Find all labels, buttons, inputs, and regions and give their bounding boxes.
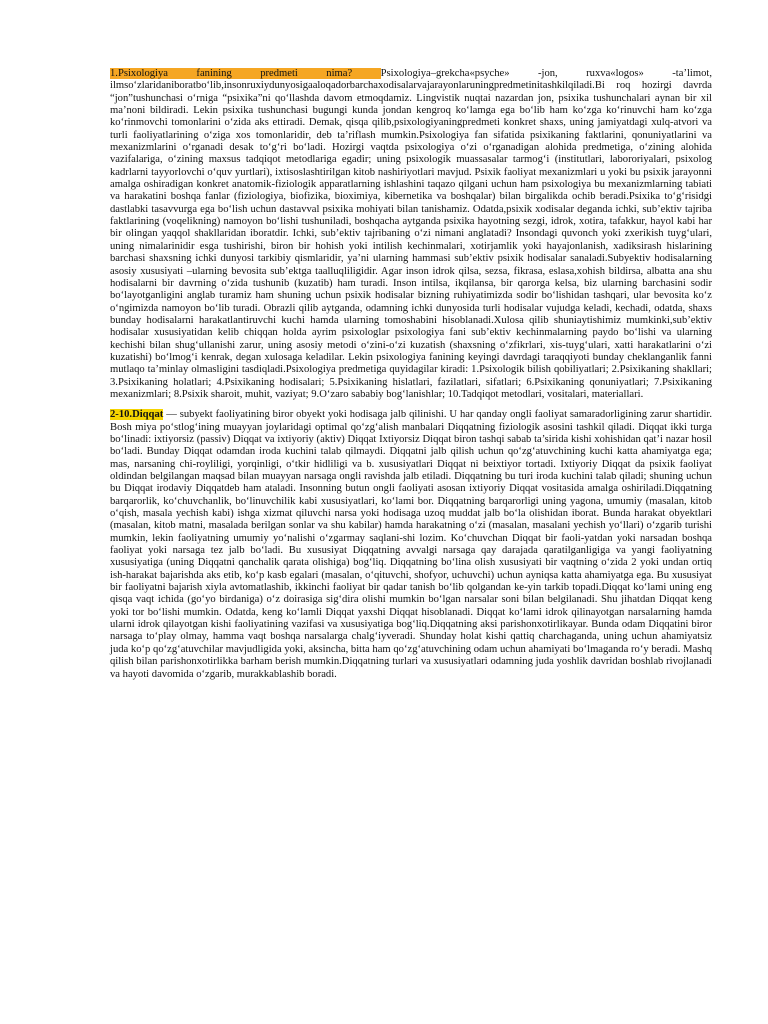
section-diqqat	[110, 409, 712, 681]
section-heading-diqqat: 2-10.Diqqat	[110, 409, 164, 421]
section-body-psixologiya: Psixologiya–grekcha«psyche» -jon, ruxva«logos» -ta’limot, ilmso‘zlaridaniboratbo‘lib,insonruxiydunyosigaaloqadorbarchaxodisalarvajarayonlaruningpredmetinitashkilqiladi.Bi roq hozirgi davrda “jon”tushunchasi o‘rniga “psixika”ni qo‘llashda davom etmoqdamiz. Lingvistik nuqtai nazardan jon, psixika tushunchalari aynan bir xil ma’noni bildiradi. Lekin psixika tushunchasi bugungi kunda jondan kengroq ko‘lamga ega bo‘lib ham ko‘zga ko‘rinuvchi ham ko‘zga ko‘rinmovchi tomonlarini o‘zida aks ettiradi. Demak, qisqa qilib,psixologiyaningpredmeti konkret shaxs, uning jamiyatdagi xulq-atvori va turli faoliyatlarining o‘ziga xos tomonlaridir, deb ta’riflash mumkin.Psixologiya fan sifatida psixikaning faktlarini, qonuniyatlarini va mexanizmlarini o‘rganadi desak to‘g‘ri bo‘ladi. Hozirgi vaqtda psixologiya o‘zi o‘rganadigan alohida predmetiga, o‘zining alohida vazifalariga, o‘zining maxsus tadqiqot metodlariga egadir; uning psixologik muassasalar tarmog‘i (institutlari, labororiyalari, psixolog kadrlarni tayyorlovchi o‘quv yurtlari), ixtisoslashtirilgan kitob nashiriyotlari mavjud. Psixik faoliyat mexanizmlari u yoki bu psixik jarayonni amalga oshiradigan konkret anatomik-fiziologik apparatlarning ishlashini taqazo qilgani uchun ham psixologiya bu mexanizmlarning tabiati va harakatini boshqa fanlar (fiziologiya, biofizika, bioximiya, kibernetika va boshqalar) bilan birgalikda ochib beradi.Psixika to‘g‘risidgi dastlabki tasavvurga ega bo‘lish uchun dastavval psixika mohiyati bilan tanishamiz. Odatda,psixik xodisalar deganda ichki, sub’ektiv tajriba faktlarining (voqelikning) namoyon bo‘lishi tushuniladi, boshqacha aytganda psixika hayotning sezgi, idrok, xotira, tafakkur, hayol kabi har bir olingan yaqqol shakllaridan iboratdir. Ichki, sub’ektiv tajribaning o‘zi nimani anglatadi? Insondagi quvonch yoki zxerikish tuyg‘ulari, uning nimalarinidir esga tushirishi, biron bir hohish yoki intilish kechinmalari, xotirjamlik yoki hayajonlanish, xadiksirash hislarining barchasi shaxsning ichki dunyosi tarkibiy qismlaridir, ya’ni ularning hammasi sub’ektiv psixik hodisalar sanaladi.Subyektiv hodisalarning asosiy xususiyati –ularning bevosita sub’ektga taalluqliligidir. Agar inson idrok qilsa, sezsa, fikrasa, eslasa,xohish bildirsa, albatta ana shu hodisalarni bir davrning o‘zida tushunib (kuzatib) ham turadi. Inson intilsa, ikqilansa, bir qarorga kelsa, biz ularning barchasini sodir bo‘layotganligini anglab turamiz ham shuning uchun psixik hodisalar bizning ruhiyatimizda sodir bo‘lishidan tashqari, ular bevosita ko‘z o‘ngimizda namoyon bo‘lib turadi. Obrazli qilib aytganda, odamning ichki dunyosida turli hodisalar vujudga keladi, kechadi, odatda, shaxs bunday hodisalarni harakatlantiruvchi kuchi hamda ularning tomoshabini hisoblanadi.Xulosa qilib shuniaytishimiz mumkinki,sub’ektiv hodisalar xususiyatidan kelib chiqqan holda ayrim psixologlar psixologiya fani sub’ektiv kechinmalarning paydo bo‘lishi va ularning kechishi bilan shug‘ullanishi zarur, uning asosiy metodi o‘zini-o‘zi kuzatish (shaxsning o‘zfikrlari, xis-tuyg‘ulari, xatti harakatlarini o‘zi kuzatishi) bo‘lmog‘i kenrak, degan xulosaga keladilar. Lekin psixologiya fanining keyingi davrdagi taraqqiyoti bunday cheklanganlik fanni mutlaqo ta’minlay olmasligini tasdiqladi.Psixologiya predmetiga quyidagilar kiradi: 1.Psixologik bilish qobiliyatlari; 2.Psixikaning shakllari; 3.Psixikaning holatlari; 4.Psixikaning hodisalari; 5.Psixikaning hislatlari, fazilatlari, sifatlari; 6.Psixikaning qonuniyatlari; 7.Psixikaning mexanizmlari; 8.Psixik sharoit, muhit, vaziyat; 9.O‘zaro sababiy bog‘lanishlar; 10.Tadqiqot metodlari, vositalari, materiallari.	[110, 68, 712, 400]
document-page	[110, 68, 712, 681]
section-body-diqqat: — subyekt faoliyatining biror obyekt yoki hodisaga jalb qilinishi. U har qanday ongli faoliyat samaradorligining zarur shartidir. Bosh miya po‘stlog‘ining muayyan joylaridagi optimal qo‘zg‘alish manbalari Diqqatning fiziologik asosini tashkil qiladi. Diqqat ikki turga bo‘linadi: ixtiyorsiz (passiv) Diqqat va ixtiyoriy (aktiv) Diqqat Ixtiyorsiz Diqqat biron tashqi sabab ta’sirida kishi xohishidan qat’i nazar hosil bo‘ladi. Bunday Diqqat odamdan iroda kuchini talab qilmaydi. Diqqatni jalb qilish uchun qo‘zg‘atuvchining kuchi katta ahamiyatga ega; mas, narsaning chi-royliligi, yorqinligi, o‘tkir hidliligi va b. xususiyatlari Diqqat ni beixtiyor tortadi. Ixtiyoriy Diqqat da psixik faoliyat oldindan belgilangan maqsad bilan muayyan narsaga ongli ravishda jalb etiladi. Diqqatning bu turi iroda kuchini talab qiladi; shuning uchun bu Diqqat irodaviy Diqqatdeb ham ataladi. Insonning butun ongli faoliyati asosan ixtiyoriy Diqqat vositasida amalga oshiriladi.Diqqatning barqarorlik, ko‘chuvchanlik, bo‘linuvchilik kabi xususiyatlari, ko‘lami bor. Diqqatning barqarorligi uning yagona, umumiy (masalan, kitob o‘qish, masala yechish kabi) ishga xizmat qiluvchi narsa yoki hodisaga uzoq muddat jalb bo‘la olishidan iborat. Bunda harakat obyektlari (masalan, kitob matni, masalada berilgan sonlar va shu kabilar) hamda harakatning o‘zi (masalan, masalani yechish yo‘llari) o‘zgarib turishi mumkin, lekin faoliyatning umumiy yo‘nalishi o‘zgarmay saqlani-shi lozim. Ko‘chuvchan Diqqat bir faoli-yatdan yoki narsadan boshqa faoliyat yoki narsaga tez jalb bo‘ladi. Bu xususiyat Diqqatning avvalgi narsaga qay darajada qaratilganligiga va yangi faoliyatning xususiyatiga (uning Diqqatni qanchalik qarata olishiga) bog‘liq. Diqqatning bo‘lina olish xususiyati bir vaqtning o‘zida 2 yoki undan ortiq ish-harakat bajarishda aks etib, ko‘p kasb egalari (masalan, o‘qituvchi, shofyor, uchuvchi) uchun ayniqsa katta ahamiyatga ega. Bu xususiyat bir faoliyatni bajarish xiyla avtomatlashib, ikkinchi faoliyat bir qadar tanish bo‘lib qolgandan ke-yin tarkib topadi.Diqqat ko‘lami uning eng qisqa vaqt ichida (go‘yo birdaniga) o‘z doirasiga sig‘dira olishi mumkin bo‘lgan narsalar soni bilan belgilanadi. Shu jihatdan Diqqat keng yoki tor bo‘lishi mumkin. Odatda, keng ko‘lamli Diqqat yaxshi Diqqat hisoblanadi. Diqqat ko‘lami idrok qilinayotgan narsalarning hamda ularni idrok qilayotgan kishi faoliyatining vazifasi va xususiyatiga bog‘liq.Diqqatning aksi parishonxotirlikayar. Bunda odam Diqqatini biror narsaga to‘play olmay, hamma vaqt boshqa narsalarga chalg‘iyveradi. Shunday holat kishi qattiq charchaganda, uning uchun ahamiyatsiz juda ko‘p qo‘zg‘atuvchilar mavjudligida yoki, aksincha, bitta ham qo‘zg‘atuvchining odam uchun ahamiyati bo‘lmaganda ro‘y beradi. Mashq qilish bilan parishonxotirlikka barham berish mumkin.Diqqatning turlari va xususiyatlari odamning juda yoshlik davridan boshlab rivojlanadi va hayoti davomida o‘zgarib, murakkablashib boradi.	[110, 409, 712, 680]
section-psixologiya	[110, 68, 712, 401]
section-heading-psixologiya: 1.Psixologiya fanining predmeti nima?	[110, 68, 381, 79]
